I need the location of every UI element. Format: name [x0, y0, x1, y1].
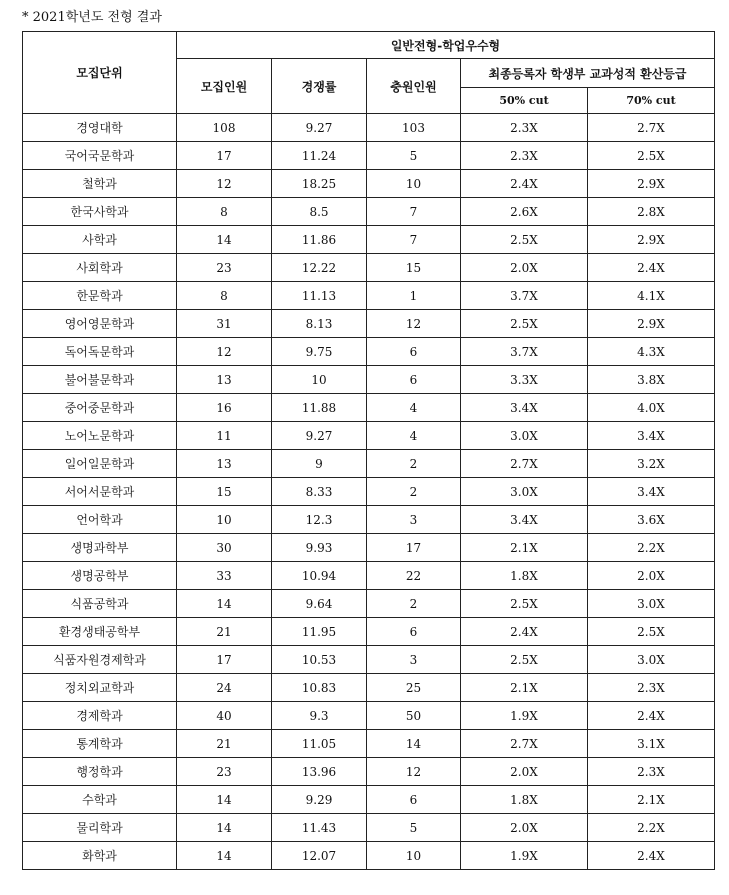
cell-unit: 식품자원경제학과: [23, 646, 177, 674]
cell-additional: 7: [367, 198, 461, 226]
cell-competition: 18.25: [272, 170, 367, 198]
table-row: [23, 282, 715, 310]
cell-recruit: 15: [177, 478, 272, 506]
table-row: [23, 366, 715, 394]
cell-recruit: 40: [177, 702, 272, 730]
cell-recruit: 11: [177, 422, 272, 450]
header-cut50: 50% cut: [461, 88, 588, 114]
cell-unit: 식품공학과: [23, 590, 177, 618]
cell-competition: 13.96: [272, 758, 367, 786]
cell-additional: 5: [367, 142, 461, 170]
cell-cut50: 2.5X: [461, 646, 588, 674]
cell-additional: 3: [367, 646, 461, 674]
cell-recruit: 8: [177, 282, 272, 310]
cell-cut70: 2.4X: [588, 702, 715, 730]
cell-recruit: 23: [177, 758, 272, 786]
cell-competition: 12.3: [272, 506, 367, 534]
cell-cut70: 2.3X: [588, 758, 715, 786]
cell-unit: 국어국문학과: [23, 142, 177, 170]
cell-competition: 9.3: [272, 702, 367, 730]
cell-recruit: 21: [177, 730, 272, 758]
cell-additional: 10: [367, 170, 461, 198]
table-row: [23, 450, 715, 478]
cell-cut70: 3.8X: [588, 366, 715, 394]
cell-cut50: 3.0X: [461, 422, 588, 450]
cell-unit: 통계학과: [23, 730, 177, 758]
cell-cut70: 2.2X: [588, 534, 715, 562]
table-row: [23, 562, 715, 590]
cell-cut70: 4.1X: [588, 282, 715, 310]
cell-unit: 불어불문학과: [23, 366, 177, 394]
table-row: [23, 310, 715, 338]
cell-unit: 사회학과: [23, 254, 177, 282]
table-row: [23, 814, 715, 842]
cell-recruit: 14: [177, 226, 272, 254]
table-row: [23, 618, 715, 646]
cell-recruit: 21: [177, 618, 272, 646]
cell-additional: 6: [367, 366, 461, 394]
cell-cut50: 3.4X: [461, 506, 588, 534]
cell-competition: 9.27: [272, 422, 367, 450]
table-row: [23, 506, 715, 534]
table-row: [23, 422, 715, 450]
header-grade-group: 최종등록자 학생부 교과성적 환산등급: [461, 59, 715, 88]
cell-additional: 6: [367, 338, 461, 366]
cell-cut70: 3.4X: [588, 422, 715, 450]
table-row: [23, 114, 715, 142]
header-group: 일반전형-학업우수형: [177, 32, 715, 59]
cell-cut50: 2.4X: [461, 618, 588, 646]
table-caption: * 2021학년도 전형 결과: [22, 10, 162, 25]
cell-unit: 노어노문학과: [23, 422, 177, 450]
cell-competition: 11.13: [272, 282, 367, 310]
cell-recruit: 14: [177, 842, 272, 870]
cell-competition: 8.33: [272, 478, 367, 506]
cell-cut50: 2.3X: [461, 114, 588, 142]
cell-cut70: 3.2X: [588, 450, 715, 478]
cell-recruit: 23: [177, 254, 272, 282]
table-row: [23, 534, 715, 562]
table-row: [23, 674, 715, 702]
cell-competition: 8.5: [272, 198, 367, 226]
cell-recruit: 17: [177, 646, 272, 674]
cell-competition: 9: [272, 450, 367, 478]
cell-unit: 환경생태공학부: [23, 618, 177, 646]
cell-cut70: 2.9X: [588, 170, 715, 198]
cell-cut70: 3.0X: [588, 590, 715, 618]
cell-recruit: 12: [177, 170, 272, 198]
cell-cut50: 2.1X: [461, 674, 588, 702]
cell-unit: 중어중문학과: [23, 394, 177, 422]
table-row: [23, 338, 715, 366]
cell-additional: 2: [367, 450, 461, 478]
header-unit: 모집단위: [23, 32, 177, 114]
table-row: [23, 394, 715, 422]
cell-competition: 10.83: [272, 674, 367, 702]
cell-recruit: 10: [177, 506, 272, 534]
cell-cut50: 2.1X: [461, 534, 588, 562]
cell-competition: 9.27: [272, 114, 367, 142]
table-body: [23, 114, 715, 870]
cell-cut70: 3.4X: [588, 478, 715, 506]
cell-recruit: 33: [177, 562, 272, 590]
cell-cut50: 3.7X: [461, 338, 588, 366]
cell-cut50: 1.8X: [461, 562, 588, 590]
cell-additional: 15: [367, 254, 461, 282]
cell-unit: 생명공학부: [23, 562, 177, 590]
cell-cut50: 2.5X: [461, 226, 588, 254]
cell-unit: 수학과: [23, 786, 177, 814]
cell-cut50: 2.6X: [461, 198, 588, 226]
cell-additional: 2: [367, 478, 461, 506]
cell-unit: 독어독문학과: [23, 338, 177, 366]
table-row: [23, 198, 715, 226]
cell-recruit: 31: [177, 310, 272, 338]
cell-competition: 11.95: [272, 618, 367, 646]
cell-cut70: 2.8X: [588, 198, 715, 226]
cell-cut50: 2.7X: [461, 450, 588, 478]
cell-cut70: 2.2X: [588, 814, 715, 842]
cell-recruit: 14: [177, 786, 272, 814]
cell-cut70: 3.0X: [588, 646, 715, 674]
cell-unit: 서어서문학과: [23, 478, 177, 506]
cell-competition: 11.24: [272, 142, 367, 170]
cell-competition: 11.86: [272, 226, 367, 254]
cell-additional: 4: [367, 422, 461, 450]
cell-unit: 언어학과: [23, 506, 177, 534]
results-table: [22, 31, 715, 870]
cell-additional: 12: [367, 310, 461, 338]
cell-cut70: 2.5X: [588, 618, 715, 646]
cell-cut50: 3.7X: [461, 282, 588, 310]
cell-cut50: 3.4X: [461, 394, 588, 422]
cell-recruit: 30: [177, 534, 272, 562]
table-row: [23, 646, 715, 674]
table-row: [23, 786, 715, 814]
header-cut70: 70% cut: [588, 88, 715, 114]
cell-cut70: 2.7X: [588, 114, 715, 142]
cell-additional: 25: [367, 674, 461, 702]
cell-cut70: 4.3X: [588, 338, 715, 366]
table-row: [23, 170, 715, 198]
cell-competition: 12.07: [272, 842, 367, 870]
cell-competition: 9.64: [272, 590, 367, 618]
cell-cut50: 1.8X: [461, 786, 588, 814]
cell-unit: 영어영문학과: [23, 310, 177, 338]
table-row: [23, 226, 715, 254]
table-row: [23, 758, 715, 786]
cell-recruit: 13: [177, 450, 272, 478]
cell-cut50: 2.4X: [461, 170, 588, 198]
cell-cut50: 2.5X: [461, 590, 588, 618]
table-row: [23, 254, 715, 282]
cell-cut50: 3.3X: [461, 366, 588, 394]
cell-recruit: 108: [177, 114, 272, 142]
cell-unit: 한국사학과: [23, 198, 177, 226]
cell-recruit: 12: [177, 338, 272, 366]
table-row: [23, 590, 715, 618]
cell-unit: 경영대학: [23, 114, 177, 142]
cell-recruit: 14: [177, 590, 272, 618]
cell-recruit: 17: [177, 142, 272, 170]
cell-unit: 일어일문학과: [23, 450, 177, 478]
cell-cut50: 1.9X: [461, 842, 588, 870]
cell-additional: 17: [367, 534, 461, 562]
cell-cut70: 2.4X: [588, 254, 715, 282]
cell-additional: 4: [367, 394, 461, 422]
cell-competition: 9.75: [272, 338, 367, 366]
cell-cut50: 2.5X: [461, 310, 588, 338]
cell-cut70: 2.1X: [588, 786, 715, 814]
table-row: [23, 842, 715, 870]
cell-additional: 14: [367, 730, 461, 758]
cell-unit: 생명과학부: [23, 534, 177, 562]
cell-additional: 50: [367, 702, 461, 730]
table-row: [23, 730, 715, 758]
cell-cut50: 2.0X: [461, 758, 588, 786]
cell-competition: 11.88: [272, 394, 367, 422]
cell-competition: 10.53: [272, 646, 367, 674]
cell-unit: 행정학과: [23, 758, 177, 786]
cell-competition: 11.43: [272, 814, 367, 842]
cell-cut70: 2.0X: [588, 562, 715, 590]
cell-cut70: 2.4X: [588, 842, 715, 870]
cell-cut50: 2.0X: [461, 814, 588, 842]
cell-unit: 정치외교학과: [23, 674, 177, 702]
cell-additional: 6: [367, 786, 461, 814]
cell-recruit: 14: [177, 814, 272, 842]
cell-unit: 화학과: [23, 842, 177, 870]
cell-competition: 10.94: [272, 562, 367, 590]
cell-additional: 12: [367, 758, 461, 786]
header-recruit: 모집인원: [177, 59, 272, 114]
cell-competition: 12.22: [272, 254, 367, 282]
cell-unit: 철학과: [23, 170, 177, 198]
cell-additional: 10: [367, 842, 461, 870]
cell-competition: 9.93: [272, 534, 367, 562]
cell-cut70: 2.3X: [588, 674, 715, 702]
table-row: [23, 142, 715, 170]
cell-recruit: 16: [177, 394, 272, 422]
cell-recruit: 13: [177, 366, 272, 394]
cell-cut70: 2.9X: [588, 310, 715, 338]
cell-cut50: 2.7X: [461, 730, 588, 758]
cell-additional: 103: [367, 114, 461, 142]
cell-recruit: 8: [177, 198, 272, 226]
cell-competition: 10: [272, 366, 367, 394]
table-row: [23, 702, 715, 730]
cell-unit: 한문학과: [23, 282, 177, 310]
cell-additional: 7: [367, 226, 461, 254]
cell-cut50: 1.9X: [461, 702, 588, 730]
cell-additional: 6: [367, 618, 461, 646]
cell-unit: 경제학과: [23, 702, 177, 730]
cell-cut70: 4.0X: [588, 394, 715, 422]
cell-recruit: 24: [177, 674, 272, 702]
cell-cut70: 2.9X: [588, 226, 715, 254]
cell-cut70: 3.1X: [588, 730, 715, 758]
cell-additional: 3: [367, 506, 461, 534]
header-additional: 충원인원: [367, 59, 461, 114]
cell-additional: 1: [367, 282, 461, 310]
table-row: [23, 478, 715, 506]
cell-additional: 2: [367, 590, 461, 618]
cell-unit: 물리학과: [23, 814, 177, 842]
cell-cut50: 2.3X: [461, 142, 588, 170]
cell-competition: 8.13: [272, 310, 367, 338]
cell-additional: 22: [367, 562, 461, 590]
cell-cut50: 3.0X: [461, 478, 588, 506]
cell-competition: 11.05: [272, 730, 367, 758]
cell-additional: 5: [367, 814, 461, 842]
cell-competition: 9.29: [272, 786, 367, 814]
cell-cut70: 3.6X: [588, 506, 715, 534]
cell-unit: 사학과: [23, 226, 177, 254]
header-competition: 경쟁률: [272, 59, 367, 114]
cell-cut70: 2.5X: [588, 142, 715, 170]
table-header: [23, 32, 715, 114]
cell-cut50: 2.0X: [461, 254, 588, 282]
